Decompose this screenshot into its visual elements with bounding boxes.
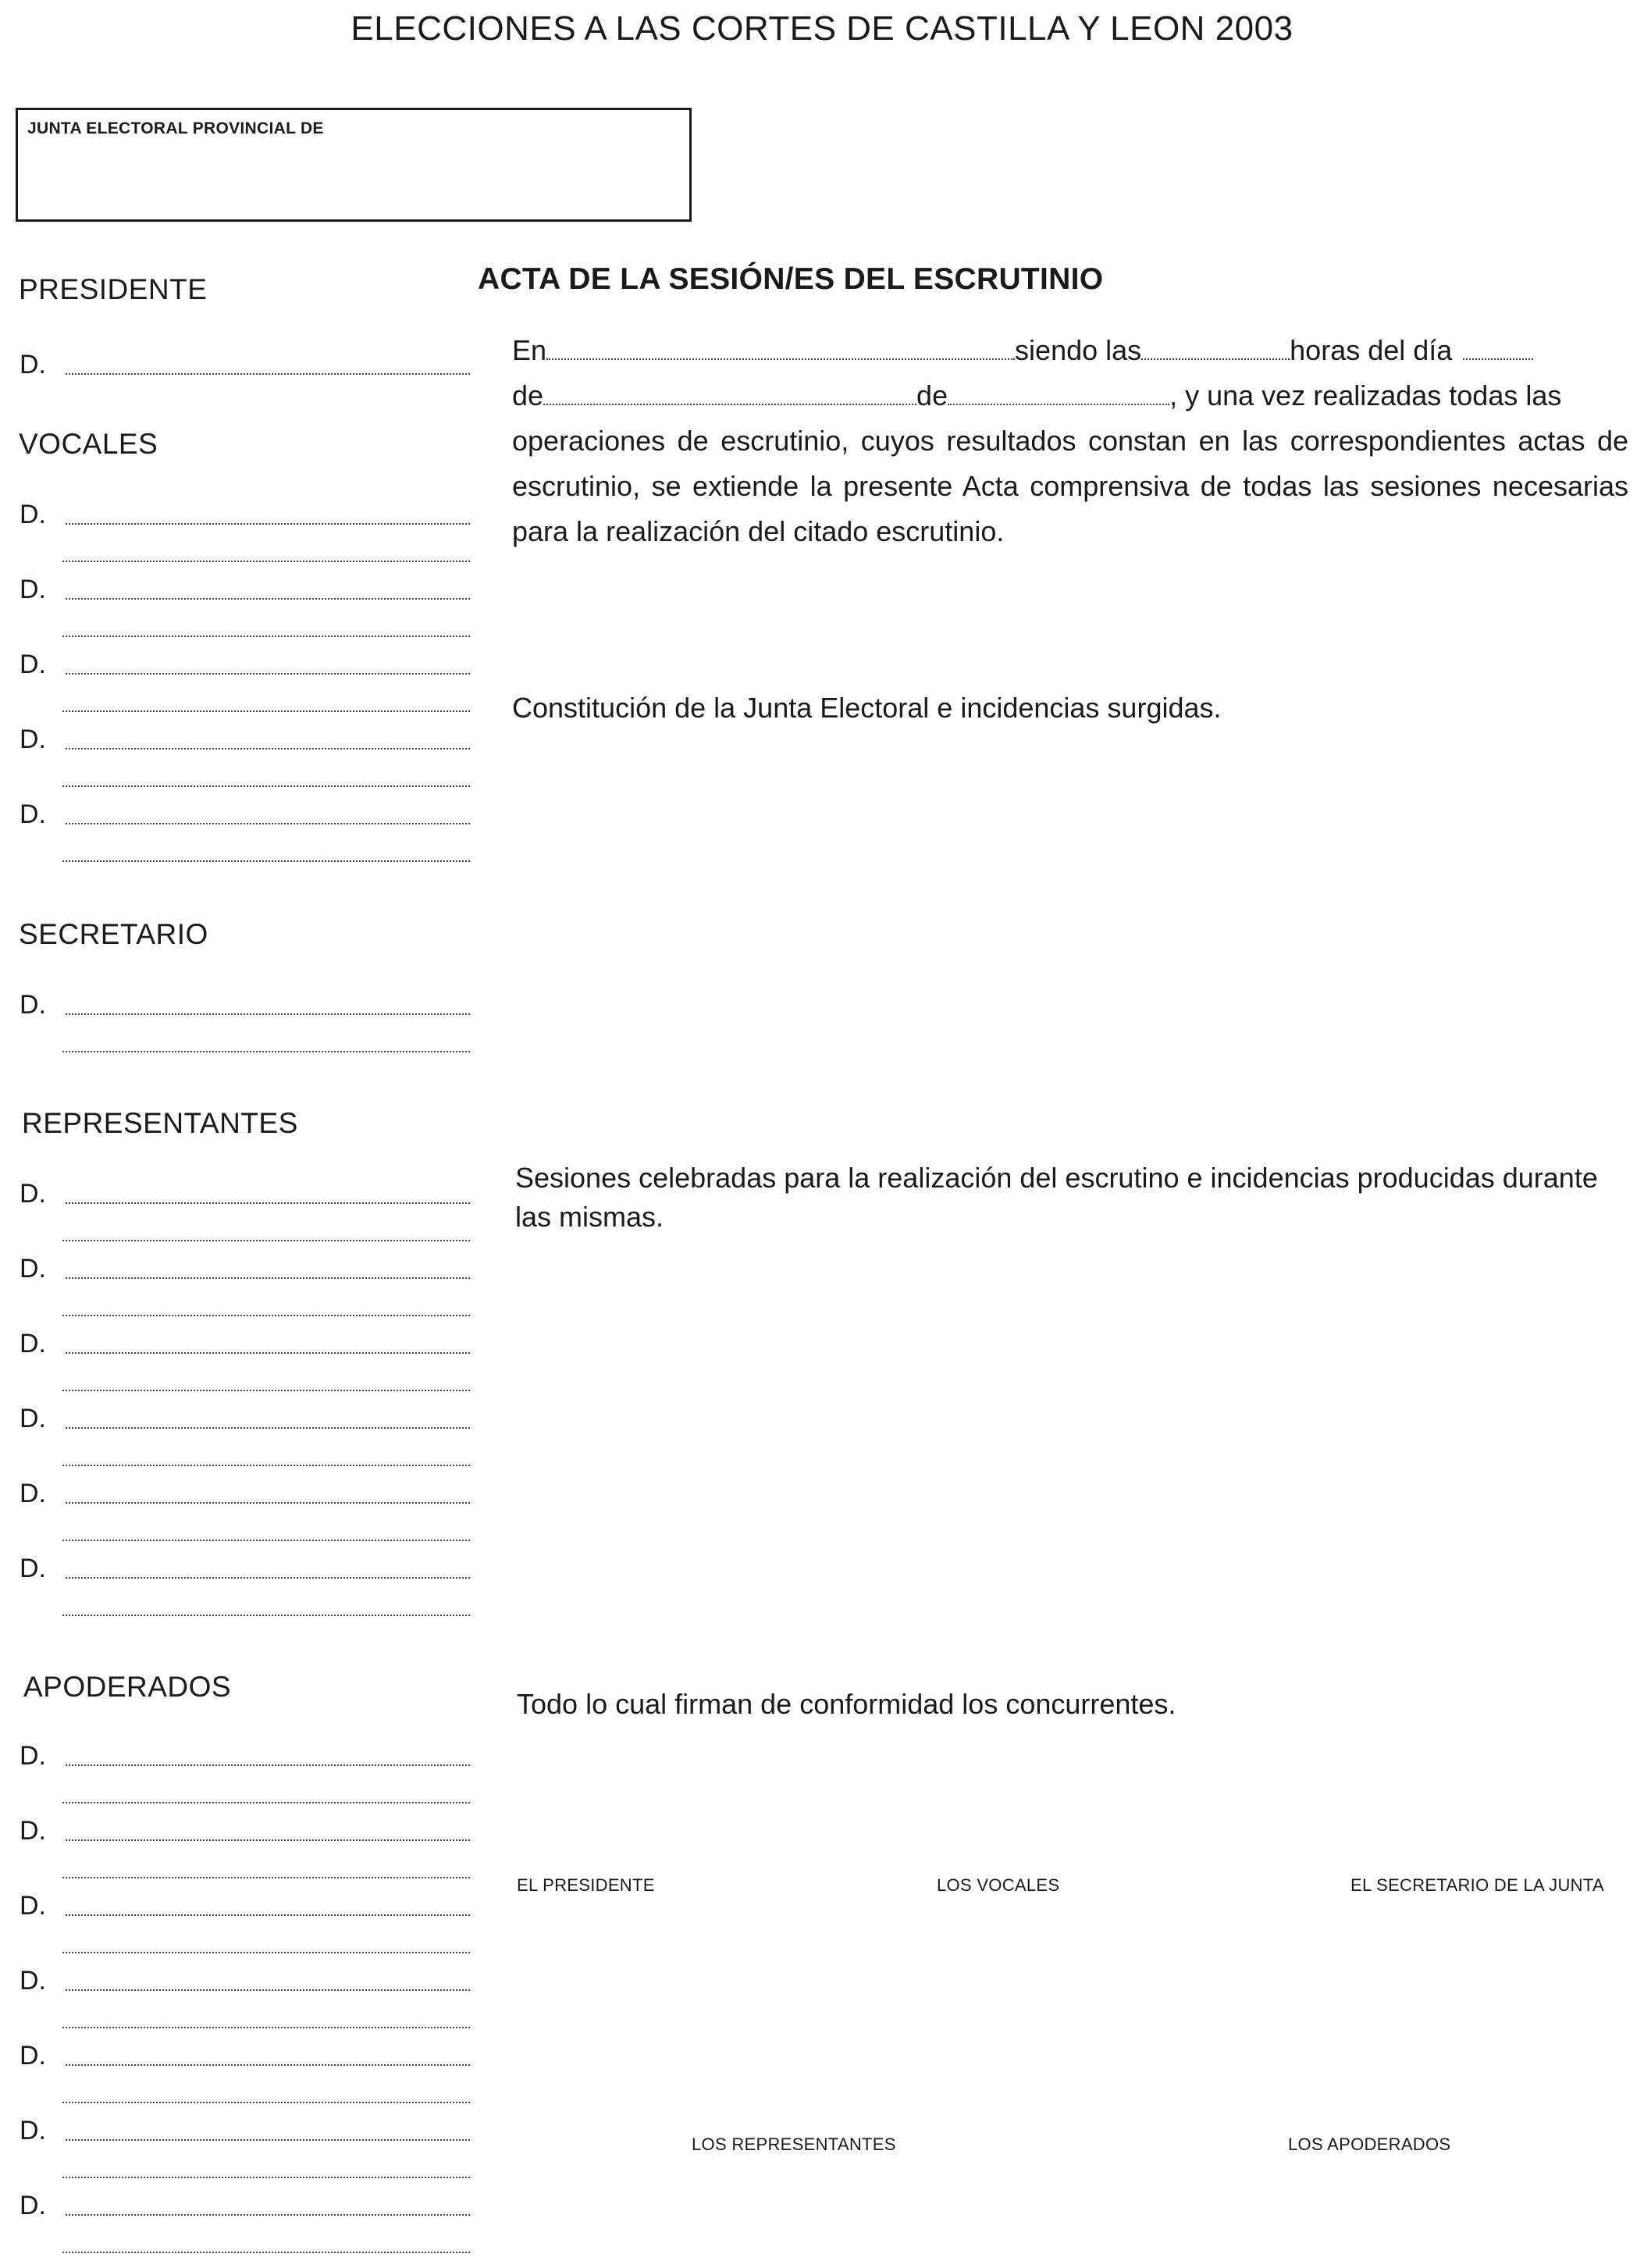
- vocal-name-field[interactable]: [16, 650, 473, 725]
- d-prefix: D.: [20, 1741, 46, 1771]
- junta-electoral-box[interactable]: [16, 108, 692, 222]
- vocal-name-field[interactable]: [16, 725, 473, 799]
- dotted-fill-line: [66, 1202, 470, 1204]
- signature-label-representantes: LOS REPRESENTANTES: [692, 2134, 896, 2154]
- intro-line-2: [512, 373, 1628, 418]
- d-prefix: D.: [20, 725, 46, 754]
- dotted-fill-line: [62, 1465, 470, 1466]
- junta-box-label: JUNTA ELECTORAL PROVINCIAL DE: [27, 119, 324, 137]
- intro-line-1: [512, 328, 1628, 373]
- presidente-heading: PRESIDENTE: [19, 273, 208, 305]
- dotted-fill-line: [66, 2214, 470, 2216]
- representante-name-field[interactable]: [16, 1404, 473, 1479]
- apoderado-name-field[interactable]: [16, 2116, 473, 2191]
- hour-field[interactable]: [1141, 335, 1290, 360]
- dotted-fill-line: [66, 1352, 470, 1354]
- dotted-fill-line: [66, 1839, 470, 1841]
- day-field[interactable]: [1463, 335, 1533, 360]
- dotted-fill-line: [66, 1427, 470, 1429]
- dotted-fill-line: [66, 2139, 470, 2141]
- d-prefix: D.: [20, 1479, 46, 1508]
- apoderado-name-field[interactable]: [16, 2191, 473, 2266]
- dotted-fill-line: [62, 1051, 470, 1052]
- dotted-fill-line: [62, 2177, 470, 2178]
- de-label: de: [916, 379, 948, 411]
- acta-title: ACTA DE LA SESIÓN/ES DEL ESCRUTINIO: [478, 262, 1104, 296]
- dotted-fill-line: [66, 1277, 470, 1279]
- d-prefix: D.: [20, 1891, 46, 1921]
- apoderado-name-field[interactable]: [16, 1891, 473, 1966]
- page-title: ELECCIONES A LAS CORTES DE CASTILLA Y LEON 2003: [351, 9, 1293, 48]
- dotted-fill-line: [66, 373, 470, 375]
- intro-line-2-rest: , y una vez realizadas todas las: [1169, 379, 1562, 411]
- dotted-fill-line: [66, 523, 470, 525]
- horas-del-dia-label: horas del día: [1290, 334, 1453, 366]
- d-prefix: D.: [20, 1816, 46, 1846]
- dotted-fill-line: [66, 748, 470, 749]
- dotted-fill-line: [62, 561, 470, 562]
- d-prefix: D.: [20, 575, 46, 604]
- dotted-fill-line: [66, 1914, 470, 1916]
- en-label: En: [512, 334, 547, 366]
- dotted-fill-line: [66, 1989, 470, 1991]
- vocal-name-field[interactable]: [16, 575, 473, 650]
- dotted-fill-line: [62, 1540, 470, 1541]
- d-prefix: D.: [20, 1179, 46, 1209]
- dotted-fill-line: [62, 1315, 470, 1316]
- place-field[interactable]: [546, 335, 1015, 360]
- dotted-fill-line: [66, 2064, 470, 2066]
- dotted-fill-line: [62, 1615, 470, 1616]
- dotted-fill-line: [62, 785, 470, 787]
- secretario-name-field[interactable]: [16, 990, 473, 1065]
- apoderado-name-field[interactable]: [16, 1816, 473, 1891]
- d-prefix: D.: [20, 1254, 46, 1284]
- dotted-fill-line: [66, 1577, 470, 1579]
- firma-statement: Todo lo cual firman de conformidad los concurrentes.: [517, 1688, 1176, 1720]
- dotted-fill-line: [62, 1390, 470, 1391]
- vocal-name-field[interactable]: [16, 799, 473, 874]
- constitucion-heading: Constitución de la Junta Electoral e incidencias surgidas.: [512, 692, 1222, 724]
- signature-label-secretario: EL SECRETARIO DE LA JUNTA: [1350, 1875, 1604, 1895]
- d-prefix: D.: [20, 2041, 46, 2070]
- dotted-fill-line: [62, 1240, 470, 1241]
- apoderado-name-field[interactable]: [16, 2041, 473, 2116]
- representante-name-field[interactable]: [16, 1254, 473, 1329]
- d-prefix: D.: [20, 1966, 46, 1996]
- dotted-fill-line: [66, 598, 470, 600]
- dotted-fill-line: [66, 823, 470, 824]
- d-prefix: D.: [20, 1329, 46, 1358]
- sesiones-heading: Sesiones celebradas para la realización del escrutino e incidencias producidas durante las mismas.: [515, 1162, 1598, 1233]
- signature-label-apoderados: LOS APODERADOS: [1288, 2134, 1451, 2154]
- secretario-heading: SECRETARIO: [19, 918, 208, 950]
- dotted-fill-line: [62, 1877, 470, 1878]
- dotted-fill-line: [62, 2027, 470, 2028]
- month-field[interactable]: [543, 380, 916, 405]
- sesiones-area[interactable]: [512, 1249, 1628, 1655]
- dotted-fill-line: [62, 636, 470, 637]
- d-prefix: D.: [20, 350, 46, 379]
- d-prefix: D.: [20, 1554, 46, 1583]
- dotted-fill-line: [62, 860, 470, 862]
- de-label: de: [512, 379, 544, 411]
- dotted-fill-line: [62, 1802, 470, 1803]
- d-prefix: D.: [20, 799, 46, 829]
- signature-label-presidente: EL PRESIDENTE: [517, 1875, 655, 1895]
- vocal-name-field[interactable]: [16, 500, 473, 575]
- d-prefix: D.: [20, 500, 46, 529]
- representantes-heading: REPRESENTANTES: [22, 1107, 298, 1139]
- dotted-fill-line: [62, 2252, 470, 2253]
- dotted-fill-line: [62, 1952, 470, 1953]
- constitucion-area[interactable]: [512, 742, 1628, 1132]
- representante-name-field[interactable]: [16, 1329, 473, 1404]
- siendo-las-label: siendo las: [1015, 334, 1142, 366]
- representante-name-field[interactable]: [16, 1554, 473, 1629]
- vocales-heading: VOCALES: [19, 428, 158, 460]
- signature-label-vocales: LOS VOCALES: [937, 1875, 1060, 1895]
- apoderados-heading: APODERADOS: [23, 1671, 232, 1703]
- dotted-fill-line: [66, 1502, 470, 1504]
- representante-name-field[interactable]: [16, 1479, 473, 1554]
- year-field[interactable]: [948, 380, 1169, 405]
- apoderado-name-field[interactable]: [16, 1741, 473, 1816]
- d-prefix: D.: [20, 990, 46, 1020]
- d-prefix: D.: [20, 650, 46, 679]
- dotted-fill-line: [66, 1764, 470, 1766]
- d-prefix: D.: [20, 2116, 46, 2145]
- dotted-fill-line: [66, 673, 470, 675]
- d-prefix: D.: [20, 2191, 46, 2220]
- apoderado-name-field[interactable]: [16, 1966, 473, 2041]
- intro-paragraph: operaciones de escrutinio, cuyos resultados constan en las correspondientes actas de escrutinio, se extiende la presente Acta comprensiva de todas las sesiones necesarias para la realización del citado escrutinio.: [512, 425, 1628, 547]
- dotted-fill-line: [62, 2102, 470, 2103]
- d-prefix: D.: [20, 1404, 46, 1433]
- dotted-fill-line: [62, 710, 470, 712]
- representante-name-field[interactable]: [16, 1179, 473, 1254]
- presidente-name-field[interactable]: [16, 350, 473, 425]
- dotted-fill-line: [66, 1013, 470, 1015]
